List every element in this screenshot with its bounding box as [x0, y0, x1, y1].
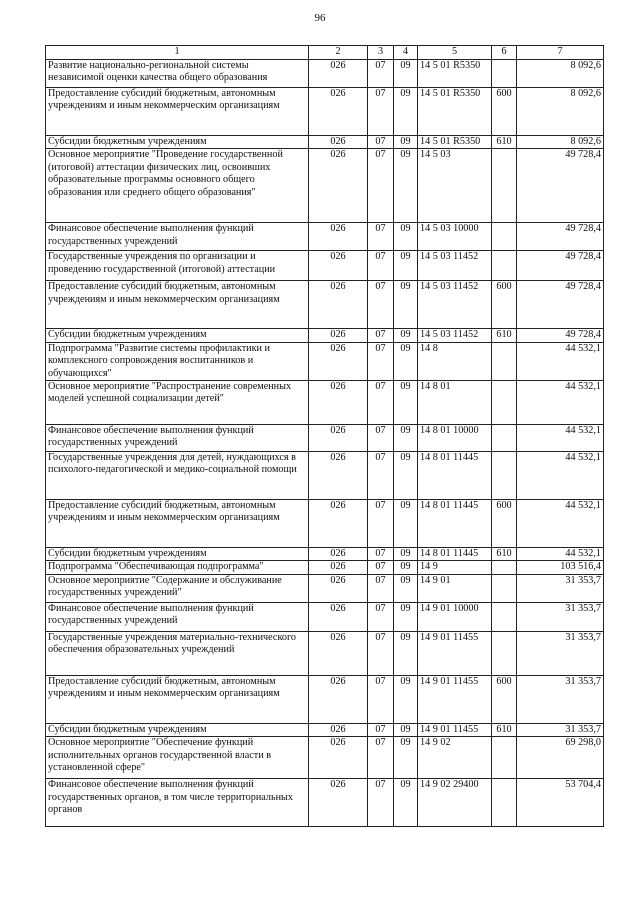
row-admin-code: 026	[309, 251, 368, 281]
row-name: Государственные учреждения материально-технического обеспечения образовательных учреждений	[46, 631, 309, 675]
row-section: 07	[368, 60, 394, 88]
row-subsection: 09	[394, 779, 418, 827]
row-amount: 31 353,7	[517, 602, 604, 631]
column-header: 7	[517, 46, 604, 60]
row-admin-code: 026	[309, 281, 368, 329]
row-section: 07	[368, 149, 394, 223]
row-subsection: 09	[394, 737, 418, 779]
row-name: Государственные учреждения по организации и проведению государственной (итоговой) аттестации	[46, 251, 309, 281]
page-number: 96	[314, 12, 326, 24]
row-admin-code: 026	[309, 223, 368, 251]
row-subsection: 09	[394, 329, 418, 342]
row-expense-type: 610	[492, 136, 517, 149]
row-expense-type	[492, 381, 517, 425]
table-row	[46, 500, 604, 548]
row-target-code: 14 5 03 11452	[418, 251, 492, 281]
row-target-code: 14 9	[418, 561, 492, 574]
row-amount: 49 728,4	[517, 223, 604, 251]
row-section: 07	[368, 574, 394, 602]
table-row	[46, 223, 604, 251]
table-row	[46, 149, 604, 223]
row-target-code: 14 8 01 10000	[418, 425, 492, 452]
row-subsection: 09	[394, 675, 418, 723]
row-expense-type	[492, 223, 517, 251]
row-section: 07	[368, 548, 394, 561]
row-expense-type: 600	[492, 281, 517, 329]
row-name: Государственные учреждения для детей, нуждающихся в психолого-педагогической и медико-социальной помощи	[46, 452, 309, 500]
row-section: 07	[368, 779, 394, 827]
table-row	[46, 602, 604, 631]
row-amount: 44 532,1	[517, 381, 604, 425]
row-amount: 49 728,4	[517, 149, 604, 223]
row-name: Основное мероприятие "Содержание и обслуживание государственных учреждений"	[46, 574, 309, 602]
table-row	[46, 329, 604, 342]
row-section: 07	[368, 425, 394, 452]
row-name: Финансовое обеспечение выполнения функций государственных учреждений	[46, 223, 309, 251]
row-target-code: 14 8 01 11445	[418, 452, 492, 500]
row-name: Субсидии бюджетным учреждениям	[46, 329, 309, 342]
row-subsection: 09	[394, 452, 418, 500]
row-name: Развитие национально-региональной системы независимой оценки качества общего образования	[46, 60, 309, 88]
table-row	[46, 737, 604, 779]
header-row	[46, 46, 604, 60]
column-header: 5	[418, 46, 492, 60]
table-row	[46, 88, 604, 136]
row-section: 07	[368, 223, 394, 251]
row-section: 07	[368, 737, 394, 779]
row-name: Финансовое обеспечение выполнения функций государственных органов, в том числе территориальных органов	[46, 779, 309, 827]
row-name: Основное мероприятие "Распространение современных моделей успешной социализации детей"	[46, 381, 309, 425]
row-name: Предоставление субсидий бюджетным, автономным учреждениям и иным некоммерческим организациям	[46, 88, 309, 136]
row-expense-type	[492, 251, 517, 281]
row-admin-code: 026	[309, 88, 368, 136]
row-admin-code: 026	[309, 425, 368, 452]
row-target-code: 14 9 02 29400	[418, 779, 492, 827]
row-amount: 8 092,6	[517, 60, 604, 88]
row-target-code: 14 9 02	[418, 737, 492, 779]
row-name: Основное мероприятие "Обеспечение функций исполнительных органов государственной власти в установленной сфере"	[46, 737, 309, 779]
row-name: Основное мероприятие "Проведение государственной (итоговой) аттестации физических лиц, освоивших образовательные программы основного общего образования или среднего общего образования"	[46, 149, 309, 223]
row-subsection: 09	[394, 425, 418, 452]
row-expense-type: 610	[492, 329, 517, 342]
column-header: 4	[394, 46, 418, 60]
row-amount: 31 353,7	[517, 574, 604, 602]
row-amount: 49 728,4	[517, 281, 604, 329]
row-expense-type	[492, 342, 517, 380]
row-amount: 31 353,7	[517, 631, 604, 675]
table-row	[46, 548, 604, 561]
row-name: Субсидии бюджетным учреждениям	[46, 723, 309, 736]
row-subsection: 09	[394, 281, 418, 329]
row-expense-type	[492, 452, 517, 500]
row-admin-code: 026	[309, 329, 368, 342]
row-target-code: 14 8 01 11445	[418, 548, 492, 561]
row-admin-code: 026	[309, 60, 368, 88]
row-target-code: 14 5 03 10000	[418, 223, 492, 251]
row-section: 07	[368, 452, 394, 500]
row-section: 07	[368, 136, 394, 149]
row-target-code: 14 5 03	[418, 149, 492, 223]
row-amount: 44 532,1	[517, 342, 604, 380]
table-row	[46, 281, 604, 329]
table-row	[46, 723, 604, 736]
row-subsection: 09	[394, 723, 418, 736]
row-name: Субсидии бюджетным учреждениям	[46, 136, 309, 149]
row-name: Финансовое обеспечение выполнения функций государственных учреждений	[46, 602, 309, 631]
row-target-code: 14 5 01 R5350	[418, 136, 492, 149]
row-admin-code: 026	[309, 149, 368, 223]
row-target-code: 14 9 01 11455	[418, 675, 492, 723]
column-header: 6	[492, 46, 517, 60]
column-header: 2	[309, 46, 368, 60]
table-row	[46, 425, 604, 452]
row-admin-code: 026	[309, 602, 368, 631]
row-expense-type: 610	[492, 548, 517, 561]
row-amount: 69 298,0	[517, 737, 604, 779]
row-subsection: 09	[394, 548, 418, 561]
row-name: Предоставление субсидий бюджетным, автономным учреждениям и иным некоммерческим организациям	[46, 281, 309, 329]
column-header: 3	[368, 46, 394, 60]
row-subsection: 09	[394, 602, 418, 631]
row-amount: 49 728,4	[517, 329, 604, 342]
row-expense-type: 600	[492, 500, 517, 548]
row-expense-type: 600	[492, 675, 517, 723]
row-admin-code: 026	[309, 723, 368, 736]
row-amount: 44 532,1	[517, 500, 604, 548]
row-section: 07	[368, 342, 394, 380]
row-target-code: 14 9 01 11455	[418, 723, 492, 736]
table-row	[46, 381, 604, 425]
row-admin-code: 026	[309, 675, 368, 723]
row-subsection: 09	[394, 251, 418, 281]
row-target-code: 14 8 01	[418, 381, 492, 425]
row-admin-code: 026	[309, 574, 368, 602]
column-header: 1	[46, 46, 309, 60]
row-target-code: 14 9 01 11455	[418, 631, 492, 675]
row-target-code: 14 5 03 11452	[418, 329, 492, 342]
table-row	[46, 631, 604, 675]
row-expense-type	[492, 737, 517, 779]
row-expense-type	[492, 779, 517, 827]
row-section: 07	[368, 631, 394, 675]
row-section: 07	[368, 251, 394, 281]
table-row	[46, 251, 604, 281]
row-amount: 49 728,4	[517, 251, 604, 281]
row-name: Подпрограмма "Обеспечивающая подпрограмма"	[46, 561, 309, 574]
row-subsection: 09	[394, 342, 418, 380]
row-subsection: 09	[394, 631, 418, 675]
table-row	[46, 136, 604, 149]
table-row	[46, 675, 604, 723]
row-amount: 103 516,4	[517, 561, 604, 574]
row-subsection: 09	[394, 136, 418, 149]
row-expense-type	[492, 602, 517, 631]
table-row	[46, 60, 604, 88]
row-expense-type	[492, 425, 517, 452]
row-section: 07	[368, 602, 394, 631]
row-admin-code: 026	[309, 548, 368, 561]
row-section: 07	[368, 561, 394, 574]
row-amount: 53 704,4	[517, 779, 604, 827]
row-admin-code: 026	[309, 452, 368, 500]
row-target-code: 14 5 01 R5350	[418, 60, 492, 88]
row-amount: 44 532,1	[517, 548, 604, 561]
table-row	[46, 342, 604, 380]
row-admin-code: 026	[309, 381, 368, 425]
row-admin-code: 026	[309, 737, 368, 779]
row-name: Подпрограмма "Развитие системы профилактики и комплексного сопровождения воспитанников и обучающихся"	[46, 342, 309, 380]
table-row	[46, 452, 604, 500]
table-row	[46, 574, 604, 602]
budget-table	[45, 45, 604, 827]
row-name: Предоставление субсидий бюджетным, автономным учреждениям и иным некоммерческим организациям	[46, 500, 309, 548]
row-expense-type	[492, 149, 517, 223]
row-subsection: 09	[394, 149, 418, 223]
row-section: 07	[368, 329, 394, 342]
row-subsection: 09	[394, 223, 418, 251]
row-subsection: 09	[394, 60, 418, 88]
row-name: Финансовое обеспечение выполнения функций государственных учреждений	[46, 425, 309, 452]
row-amount: 44 532,1	[517, 425, 604, 452]
row-admin-code: 026	[309, 631, 368, 675]
row-section: 07	[368, 723, 394, 736]
row-admin-code: 026	[309, 561, 368, 574]
row-expense-type	[492, 60, 517, 88]
row-admin-code: 026	[309, 136, 368, 149]
row-target-code: 14 9 01 10000	[418, 602, 492, 631]
row-admin-code: 026	[309, 779, 368, 827]
row-amount: 44 532,1	[517, 452, 604, 500]
row-subsection: 09	[394, 574, 418, 602]
table-row	[46, 561, 604, 574]
row-target-code: 14 8	[418, 342, 492, 380]
row-amount: 8 092,6	[517, 136, 604, 149]
row-expense-type: 610	[492, 723, 517, 736]
row-subsection: 09	[394, 381, 418, 425]
row-target-code: 14 8 01 11445	[418, 500, 492, 548]
row-section: 07	[368, 675, 394, 723]
row-admin-code: 026	[309, 500, 368, 548]
row-expense-type	[492, 631, 517, 675]
row-section: 07	[368, 381, 394, 425]
row-subsection: 09	[394, 561, 418, 574]
row-amount: 31 353,7	[517, 723, 604, 736]
row-target-code: 14 5 01 R5350	[418, 88, 492, 136]
row-amount: 8 092,6	[517, 88, 604, 136]
row-expense-type	[492, 561, 517, 574]
row-subsection: 09	[394, 88, 418, 136]
row-section: 07	[368, 88, 394, 136]
row-subsection: 09	[394, 500, 418, 548]
table-row	[46, 779, 604, 827]
row-expense-type	[492, 574, 517, 602]
row-section: 07	[368, 500, 394, 548]
row-name: Субсидии бюджетным учреждениям	[46, 548, 309, 561]
row-target-code: 14 5 03 11452	[418, 281, 492, 329]
row-section: 07	[368, 281, 394, 329]
row-amount: 31 353,7	[517, 675, 604, 723]
row-name: Предоставление субсидий бюджетным, автономным учреждениям и иным некоммерческим организациям	[46, 675, 309, 723]
row-expense-type: 600	[492, 88, 517, 136]
row-admin-code: 026	[309, 342, 368, 380]
row-target-code: 14 9 01	[418, 574, 492, 602]
